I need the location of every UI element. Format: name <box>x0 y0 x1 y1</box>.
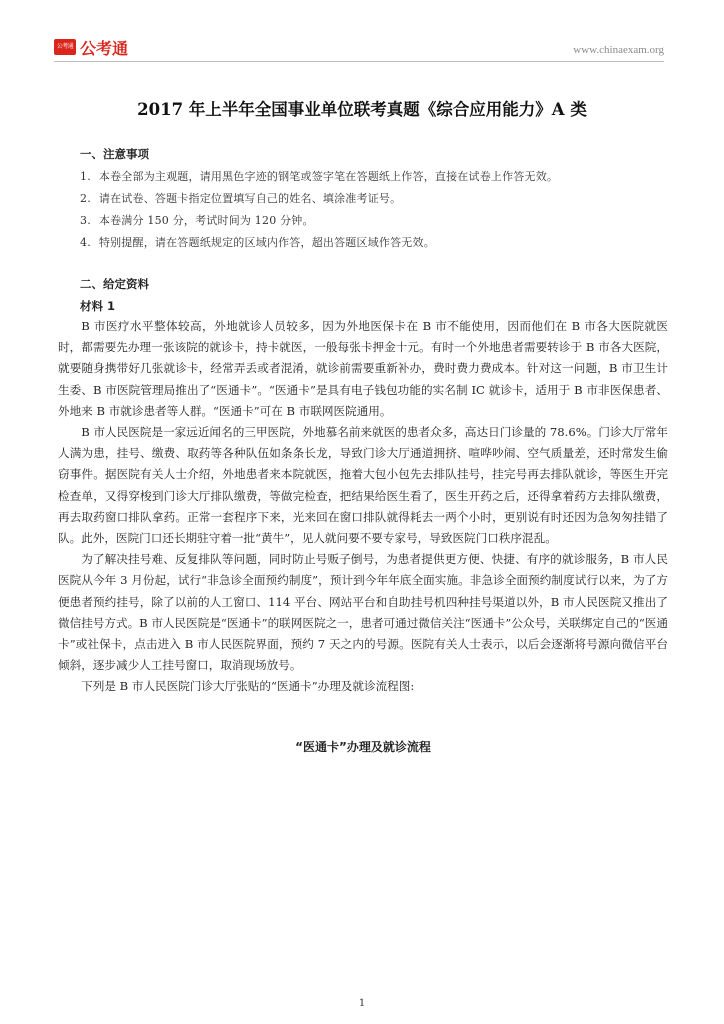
paragraph: 为了解决挂号难、反复排队等问题，同时防止号贩子倒号，为患者提供更方便、快捷、有序的就诊服务，B 市人民医院从今年 3 月份起，试行“非急诊全面预约制度”，预计到今年年底全面实施。非急诊全面预约制度试行以来，为了方便患者预约挂号，除了以前的人工窗口、114 平台、网站平台和自助挂号机四种挂号渠道以外，B 市人民医院又推出了微信挂号方式。B 市人民医院是“医通卡”的联网医院之一，患者可通过微信关注“医通卡”公众号，关联绑定自己的“医通卡”或社保卡，点击进入 B 市人民医院界面，预约 7 天之内的号源。医院有关人士表示，以后会逐渐将号源向微信平台倾斜，逐步减少人工挂号窗口，取消现场放号。 <box>58 552 668 673</box>
header-divider <box>54 61 664 62</box>
page-title: 2017 年上半年全国事业单位联考真题《综合应用能力》A 类 <box>137 100 587 119</box>
page-header <box>54 30 664 64</box>
notice-item-text: 特别提醒，请在答题纸规定的区域内作答，超出答题区域作答无效。 <box>98 236 435 249</box>
material-heading: 二、给定资料 <box>80 277 149 291</box>
logo <box>54 36 128 58</box>
notice-item <box>80 168 558 184</box>
notice-item <box>80 190 401 206</box>
notice-item-text: 本卷满分 150 分，考试时间为 120 分钟。 <box>98 214 314 227</box>
notice-item-number: 3. <box>80 214 91 227</box>
paragraph: B 市人民医院是一家远近闻名的三甲医院，外地慕名前来就医的患者众多，高达日门诊量的 78.6%。门诊大厅常年人满为患，挂号、缴费、取药等各种队伍如条条长龙，导致门诊大厅通道拥挤、喧哗吵闹、空气质量差，还时常发生偷窃事件。据医院有关人士介绍，外地患者来本院就医，拖着大包小包先去排队挂号，挂完号再去排队就诊，等医生开完检查单，又得穿梭到门诊大厅排队缴费，等做完检查，把结果给医生看了，医生开药之后，还得拿着药方去排队缴费，再去取药窗口排队拿药。正常一套程序下来，光来回在窗口排队就得耗去一两个小时，更别说有时还因为急匆匆挂错了队。此外，医院门口还长期驻守着一批“黄牛”，见人就问要不要专家号，导致医院门口秩序混乱。 <box>58 425 668 546</box>
notice-heading: 一、注意事项 <box>80 147 149 161</box>
page-number: 1 <box>358 998 366 1009</box>
site-url: www.chinaexam.org <box>573 44 664 56</box>
paragraph: 下列是 B 市人民医院门诊大厅张贴的“医通卡”办理及就诊流程图: <box>81 679 415 694</box>
notice-item <box>80 234 435 250</box>
notice-item-number: 1. <box>80 170 91 183</box>
flowchart-caption: “医通卡”办理及就诊流程 <box>295 740 431 754</box>
notice-item-number: 4. <box>80 236 91 249</box>
notice-item <box>80 212 314 228</box>
notice-item-text: 本卷全部为主观题，请用黑色字迹的钢笔或签字笔在答题纸上作答，直接在试卷上作答无效。 <box>98 170 559 183</box>
material-subheading: 材料 1 <box>80 299 116 313</box>
logo-text: 公考通 <box>80 38 129 58</box>
notice-item-text: 请在试卷、答题卡指定位置填写自己的姓名、填涂准考证号。 <box>98 192 402 205</box>
logo-badge-icon: 公考通 <box>54 39 76 55</box>
material-body <box>58 316 668 698</box>
paragraph: B 市医疗水平整体较高，外地就诊人员较多，因为外地医保卡在 B 市不能使用，因而他们在 B 市各大医院就医时，都需要先办理一张该院的就诊卡，持卡就医，一般每张卡押金十元。有时一个外地患者需要转诊于 B 市各大医院，就要随身携带好几张就诊卡，经常弄丢或者混淆，就诊前需要重新补办，费时费力费成本。针对这一问题，B 市卫生计生委、B 市医院管理局推出了“医通卡”。“医通卡”是具有电子钱包功能的实名制 IC 就诊卡，适用于 B 市非医保患者、外地来 B 市就诊患者等人群。“医通卡”可在 B 市联网医院通用。 <box>58 319 668 418</box>
notice-item-number: 2. <box>80 192 91 205</box>
